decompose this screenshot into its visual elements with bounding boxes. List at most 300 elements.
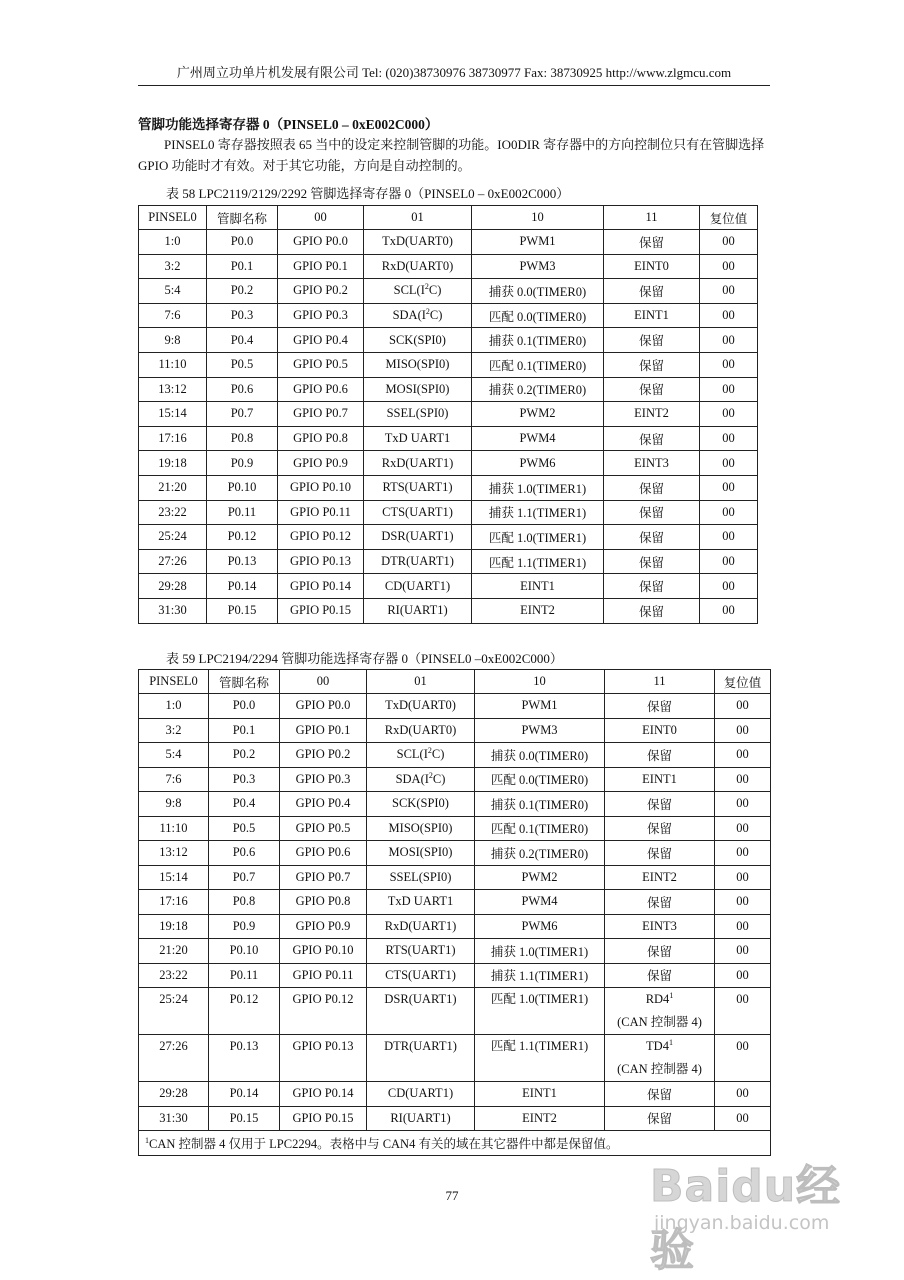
cell-text-line: GPIO P0.1 [293, 258, 348, 273]
table-cell [364, 254, 472, 279]
table-cell [280, 1035, 367, 1082]
table-cell [605, 743, 715, 768]
table-cell [364, 352, 472, 377]
table-cell [209, 767, 280, 792]
table-cell [364, 451, 472, 476]
cell-text-line: 00 [736, 820, 749, 835]
table-cell [605, 939, 715, 964]
cell-text-line: 00 [736, 698, 749, 713]
table-cell [209, 816, 280, 841]
table-cell [139, 914, 209, 939]
table-cell [700, 279, 758, 304]
table-cell [207, 328, 278, 353]
table-row [139, 767, 771, 792]
cell-text-line: CTS(UART1) [382, 504, 453, 519]
table-cell [367, 988, 475, 1035]
table-cell [715, 963, 771, 988]
table-cell [715, 743, 771, 768]
table-row [139, 694, 771, 719]
table-cell [139, 890, 209, 915]
table-cell [139, 426, 207, 451]
table-cell [472, 598, 604, 623]
table-cell [209, 988, 280, 1035]
cell-text-line: SSEL(SPI0) [386, 406, 449, 421]
cell-text-line: 00 [722, 431, 735, 446]
cell-text-line: 9:8 [164, 332, 181, 347]
cell-text-line: GPIO P0.6 [293, 381, 348, 396]
cell-text-line: 匹配 1.0(TIMER1) [490, 992, 589, 1006]
table-row [139, 718, 771, 743]
table-cell [364, 500, 472, 525]
table-cell [700, 402, 758, 427]
table-row [139, 841, 771, 866]
table2-pinsel0-lpc2194 [138, 669, 771, 1156]
cell-text-line: P0.6 [232, 845, 256, 860]
cell-text-line: GPIO P0.3 [293, 308, 348, 323]
table-cell [367, 816, 475, 841]
table-cell [278, 525, 364, 550]
cell-text-line: EINT2 [634, 406, 669, 421]
cell-text-line: 00 [736, 918, 749, 933]
table-cell [475, 865, 605, 890]
table-cell [278, 451, 364, 476]
cell-text-line: 13:12 [158, 381, 187, 396]
cell-text-line: 保留 [646, 748, 672, 763]
cell-text-line: MOSI(SPI0) [388, 845, 453, 860]
column-header: 复位值 [700, 206, 758, 230]
cell-text-line: (CAN 控制器 4) [617, 1062, 702, 1076]
table-cell [139, 475, 207, 500]
cell-text-line: 00 [736, 967, 749, 982]
cell-text-line: 保留 [638, 530, 664, 545]
cell-text-line: 匹配 1.1(TIMER1) [490, 1039, 589, 1053]
table-cell [367, 694, 475, 719]
table-cell [139, 279, 207, 304]
cell-text-line: 00 [722, 480, 735, 495]
table-cell [364, 279, 472, 304]
table-row [139, 426, 758, 451]
table-cell [207, 352, 278, 377]
cell-text-line: 00 [736, 796, 749, 811]
table-cell [207, 254, 278, 279]
table-cell [139, 865, 209, 890]
cell-text-line: RxD(UART1) [381, 455, 454, 470]
cell-text-line: 保留 [638, 284, 664, 299]
cell-text-line: P0.6 [230, 381, 254, 396]
cell-text-line: 31:30 [158, 603, 187, 618]
table-cell [605, 865, 715, 890]
table-cell [139, 574, 207, 599]
cell-text-line: $SCL(I^2C)$ [393, 282, 442, 298]
table-cell [207, 525, 278, 550]
table-cell [604, 549, 700, 574]
cell-text-line: 23:22 [158, 504, 187, 519]
cell-text-line: 3:2 [164, 258, 181, 273]
table-row [139, 1035, 771, 1082]
cell-text-line: TxD UART1 [384, 431, 451, 446]
table-cell [475, 816, 605, 841]
cell-text-line: P0.15 [227, 603, 257, 618]
cell-text-line: 捕获 1.1(TIMER1) [490, 969, 589, 984]
cell-text-line: 00 [722, 332, 735, 347]
cell-text-line: 00 [722, 529, 735, 544]
table-cell [604, 475, 700, 500]
table-row [139, 890, 771, 915]
cell-text-line: 捕获 0.2(TIMER0) [488, 383, 587, 398]
table-cell [139, 767, 209, 792]
cell-text-line: EINT1 [522, 1086, 557, 1101]
cell-text-line: P0.3 [230, 308, 254, 323]
cell-text-line: PWM4 [519, 431, 556, 446]
table-cell [280, 890, 367, 915]
table1-pinsel0-lpc2119 [138, 205, 758, 624]
cell-text-line: P0.1 [230, 258, 254, 273]
table-cell [367, 865, 475, 890]
table-cell [367, 914, 475, 939]
cell-text-line: RxD(UART0) [381, 258, 454, 273]
cell-text-line: RI(UART1) [387, 603, 448, 618]
table-cell [605, 914, 715, 939]
cell-text-line: 9:8 [165, 796, 182, 811]
cell-text-line: 捕获 1.1(TIMER1) [488, 506, 587, 521]
table-cell [715, 1082, 771, 1107]
cell-text-line: 捕获 0.0(TIMER0) [488, 284, 587, 299]
cell-text-line: MISO(SPI0) [388, 820, 453, 835]
table-cell [209, 963, 280, 988]
table-cell [604, 328, 700, 353]
cell-text-line: 保留 [646, 846, 672, 861]
table-cell [139, 841, 209, 866]
column-header: 管脚名称 [207, 206, 278, 230]
cell-text-line: 00 [736, 943, 749, 958]
table-cell [209, 890, 280, 915]
cell-text-line: 00 [722, 554, 735, 569]
table-cell [278, 475, 364, 500]
cell-text-line: 捕获 0.1(TIMER0) [488, 334, 587, 349]
cell-text-line: GPIO P0.7 [295, 869, 351, 884]
table-cell [139, 377, 207, 402]
table-cell [605, 963, 715, 988]
table-cell [475, 743, 605, 768]
cell-text-line: P0.4 [232, 796, 256, 811]
cell-text-line: 27:26 [158, 554, 187, 569]
table-cell [715, 988, 771, 1035]
table-cell [700, 598, 758, 623]
table-cell [605, 1035, 715, 1082]
cell-text-line: 00 [722, 283, 735, 298]
table-row [139, 598, 758, 623]
table-cell [604, 402, 700, 427]
cell-text-line: SCK(SPI0) [392, 796, 449, 811]
table-cell [280, 743, 367, 768]
table-cell [475, 914, 605, 939]
table-cell [364, 598, 472, 623]
cell-text-line: P0.14 [227, 578, 257, 593]
cell-text-line: GPIO P0.13 [292, 1039, 354, 1053]
table-cell [364, 475, 472, 500]
cell-text-line: 23:22 [159, 967, 188, 982]
table-cell [280, 1106, 367, 1131]
cell-text-line: 25:24 [159, 992, 188, 1006]
cell-text-line: TxD UART1 [387, 894, 454, 909]
cell-text-line: GPIO P0.12 [292, 992, 354, 1006]
table-header-row [139, 206, 758, 230]
cell-text-line: 00 [736, 722, 749, 737]
cell-text-line: 保留 [638, 334, 664, 349]
cell-text-line: P0.13 [229, 1039, 259, 1053]
table-cell [209, 865, 280, 890]
table-cell [472, 328, 604, 353]
table-cell [280, 694, 367, 719]
table-cell [472, 574, 604, 599]
cell-text-line: 00 [722, 381, 735, 396]
cell-text-line: 匹配 0.0(TIMER0) [488, 309, 587, 324]
cell-text-line: 21:20 [158, 480, 187, 495]
cell-text-line: GPIO P0.5 [293, 357, 348, 372]
cell-text-line: 00 [736, 747, 749, 762]
table-cell [207, 500, 278, 525]
table-row [139, 914, 771, 939]
table-row [139, 939, 771, 964]
table-cell [472, 475, 604, 500]
cell-text-line: P0.11 [227, 504, 257, 519]
cell-text-line: CD(UART1) [387, 1086, 454, 1101]
table-cell [475, 841, 605, 866]
cell-text-line: $SCL(I^2C)$ [396, 746, 445, 762]
table-row [139, 254, 758, 279]
cell-text-line: TxD(UART0) [385, 698, 456, 713]
cell-text-line: P0.7 [230, 406, 254, 421]
table-cell [475, 718, 605, 743]
table-cell [715, 939, 771, 964]
column-header: PINSEL0 [139, 206, 207, 230]
cell-text-line: 1:0 [164, 234, 181, 249]
table-cell [475, 792, 605, 817]
table-cell [604, 451, 700, 476]
table-row [139, 963, 771, 988]
cell-text-line: $TD4^1$ [646, 1037, 673, 1053]
cell-text-line: RxD(UART1) [384, 918, 457, 933]
cell-text-line: RxD(UART0) [384, 722, 457, 737]
table-row [139, 988, 771, 1035]
cell-text-line: EINT0 [634, 258, 669, 273]
table-cell [475, 1035, 605, 1082]
table-cell [367, 841, 475, 866]
cell-text-line: 保留 [638, 506, 664, 521]
table-header-row [139, 670, 771, 694]
table-cell [475, 963, 605, 988]
cell-text-line: 13:12 [159, 845, 188, 860]
table-cell [700, 549, 758, 574]
table-cell [605, 718, 715, 743]
cell-text-line: 00 [722, 258, 735, 273]
cell-text-line: CTS(UART1) [385, 967, 456, 982]
cell-text-line: SSEL(SPI0) [389, 869, 452, 884]
cell-text-line: 00 [722, 357, 735, 372]
cell-text-line: 11:10 [159, 820, 188, 835]
table-cell [207, 549, 278, 574]
cell-text-line: 保留 [646, 699, 672, 714]
table-cell [715, 694, 771, 719]
table-row [139, 328, 758, 353]
table-cell [280, 963, 367, 988]
table-cell [209, 914, 280, 939]
table-row [139, 377, 758, 402]
table-cell [280, 914, 367, 939]
table-cell [364, 402, 472, 427]
cell-text-line: P0.0 [232, 698, 256, 713]
table-cell [139, 303, 207, 328]
table-cell [139, 352, 207, 377]
table-cell [278, 549, 364, 574]
table-row [139, 792, 771, 817]
table-cell [280, 816, 367, 841]
table-cell [605, 816, 715, 841]
cell-text-line: 00 [736, 1039, 749, 1053]
table-cell [139, 598, 207, 623]
table1-caption: 表 58 LPC2119/2129/2292 管脚选择寄存器 0（PINSEL0 – 0xE002C000） [166, 186, 570, 201]
cell-text-line: RI(UART1) [390, 1110, 451, 1125]
cell-text-line: GPIO P0.1 [295, 722, 351, 737]
table-cell [604, 254, 700, 279]
page-header: 广州周立功单片机发展有限公司 Tel: (020)38730976 38730977 Fax: 38730925 http://www.zlgmcu.com [138, 62, 770, 86]
cell-text-line: 保留 [638, 235, 664, 250]
table-cell [207, 303, 278, 328]
table-cell [472, 303, 604, 328]
table-cell [472, 230, 604, 255]
table-cell [139, 230, 207, 255]
cell-text-line: 11:10 [158, 357, 187, 372]
table-cell [475, 890, 605, 915]
cell-text-line: GPIO P0.7 [293, 406, 348, 421]
table-cell [472, 500, 604, 525]
table-cell [278, 598, 364, 623]
table-footnote: $^1$CAN 控制器 4 仅用于 LPC2294。表格中与 CAN4 有关的域在其它器件中都是保留值。 [139, 1131, 771, 1156]
table-row [139, 1082, 771, 1107]
column-header: 10 [472, 206, 604, 230]
table-cell [207, 402, 278, 427]
cell-text-line: 保留 [646, 944, 672, 959]
cell-text-line: 保留 [638, 580, 664, 595]
cell-text-line: P0.3 [232, 771, 256, 786]
table-cell [209, 841, 280, 866]
cell-text-line: 00 [736, 771, 749, 786]
cell-text-line: 00 [736, 1110, 749, 1125]
table-cell [472, 377, 604, 402]
table-cell [364, 525, 472, 550]
cell-text-line: P0.5 [230, 357, 254, 372]
cell-text-line: 保留 [646, 822, 672, 837]
table-cell [715, 1106, 771, 1131]
table-cell [139, 988, 209, 1035]
cell-text-line: 5:4 [165, 747, 182, 762]
cell-text-line: 保留 [638, 555, 664, 570]
cell-text-line: 15:14 [159, 869, 188, 884]
cell-text-line: P0.4 [230, 332, 254, 347]
table-cell [700, 475, 758, 500]
cell-text-line: 29:28 [158, 578, 187, 593]
cell-text-line: 捕获 0.2(TIMER0) [490, 846, 589, 861]
table-cell [605, 841, 715, 866]
table-row [139, 402, 758, 427]
cell-text-line: 捕获 1.0(TIMER1) [488, 481, 587, 496]
table-cell [715, 767, 771, 792]
cell-text-line: 捕获 1.0(TIMER1) [490, 944, 589, 959]
table-cell [278, 230, 364, 255]
cell-text-line: GPIO P0.0 [293, 234, 348, 249]
column-header: 11 [604, 206, 700, 230]
table-cell [209, 1035, 280, 1082]
cell-text-line: P0.2 [230, 283, 254, 298]
cell-text-line: P0.8 [230, 431, 254, 446]
table-cell [472, 279, 604, 304]
cell-text-line: P0.0 [230, 234, 254, 249]
cell-text-line: GPIO P0.3 [295, 771, 351, 786]
cell-text-line: 保留 [638, 481, 664, 496]
table-cell [364, 549, 472, 574]
table-cell [280, 988, 367, 1035]
table-cell [364, 574, 472, 599]
table-row [139, 279, 758, 304]
cell-text-line: SCK(SPI0) [389, 332, 446, 347]
cell-text-line: TxD(UART0) [382, 234, 453, 249]
table-cell [278, 303, 364, 328]
cell-text-line: 7:6 [165, 771, 182, 786]
table-row [139, 451, 758, 476]
table-cell [367, 1106, 475, 1131]
table-row [139, 475, 758, 500]
cell-text-line: GPIO P0.12 [289, 529, 352, 544]
table-cell [700, 303, 758, 328]
cell-text-line: PWM1 [519, 234, 556, 249]
table-cell [604, 279, 700, 304]
cell-text-line: DSR(UART1) [384, 992, 457, 1006]
cell-text-line: 19:18 [158, 455, 187, 470]
cell-text-line: GPIO P0.5 [295, 820, 351, 835]
table-cell [605, 792, 715, 817]
cell-text-line: 保留 [638, 604, 664, 619]
table-cell [278, 328, 364, 353]
table-cell [209, 1106, 280, 1131]
cell-text-line: DTR(UART1) [381, 554, 454, 569]
table-cell [475, 1106, 605, 1131]
cell-text-line: 7:6 [164, 308, 181, 323]
table-cell [280, 841, 367, 866]
table-cell [700, 352, 758, 377]
table-cell [367, 767, 475, 792]
cell-text-line: 00 [722, 308, 735, 323]
cell-text-line: MOSI(SPI0) [385, 381, 450, 396]
cell-text-line: CD(UART1) [384, 578, 451, 593]
table-cell [364, 328, 472, 353]
cell-text-line: PWM2 [521, 869, 558, 884]
cell-text-line: EINT2 [642, 869, 677, 884]
table-cell [139, 500, 207, 525]
table-row [139, 816, 771, 841]
table-cell [604, 598, 700, 623]
cell-text-line: GPIO P0.2 [295, 747, 351, 762]
cell-text-line: 19:18 [159, 918, 188, 933]
table-cell [209, 939, 280, 964]
cell-text-line: 31:30 [159, 1110, 188, 1125]
cell-text-line: 00 [722, 578, 735, 593]
cell-text-line: RTS(UART1) [382, 480, 453, 495]
table-cell [280, 939, 367, 964]
cell-text-line: GPIO P0.15 [289, 603, 352, 618]
table-cell [715, 914, 771, 939]
table-cell [209, 792, 280, 817]
cell-text-line: 29:28 [159, 1086, 188, 1101]
